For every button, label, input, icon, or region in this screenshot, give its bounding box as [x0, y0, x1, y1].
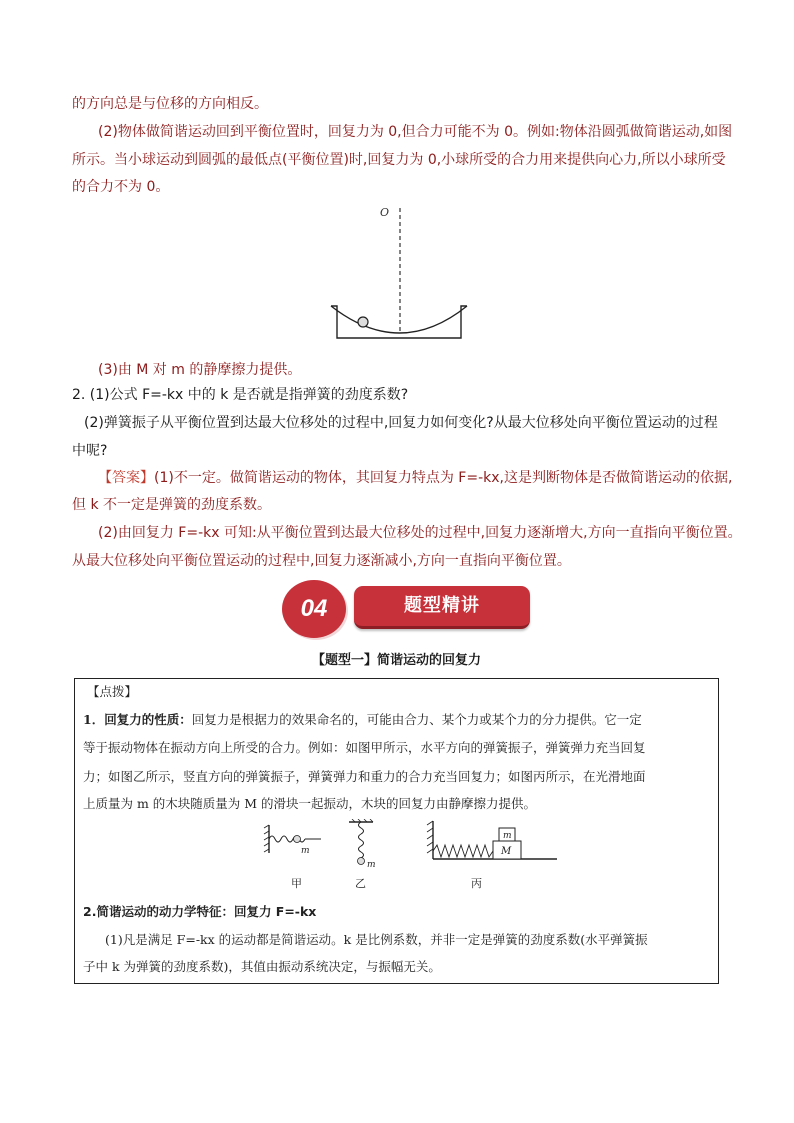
arc-figure	[325, 200, 475, 342]
type-heading: 【题型一】简谐运动的回复力	[312, 653, 482, 668]
figure-label-bing: 丙	[471, 877, 482, 890]
figure-bing	[427, 821, 557, 890]
point-o-label: O	[380, 206, 390, 219]
figure-label-yi: 乙	[355, 877, 366, 890]
question-line: (2)弹簧振子从平衡位置到达最大位移处的过程中,回复力如何变化?从最大位移处向平衡位置运动的过程	[84, 415, 718, 431]
tips-point-head: 1．回复力的性质：	[83, 712, 192, 727]
answer-tag: 【答案】	[98, 470, 154, 486]
answer-line: 从最大位移处向平衡位置运动的过程中,回复力逐渐减小,方向一直指向平衡位置。	[72, 553, 571, 569]
figure-label-jia: 甲	[291, 877, 302, 890]
tips-line: 子中 k 为弹簧的劲度系数)，其值由振动系统决定，与振幅无关。	[83, 959, 441, 974]
text-line: 的合力不为 0。	[72, 179, 170, 195]
question-line: 2. (1)公式 F=-kx 中的 k 是否就是指弹簧的劲度系数?	[72, 387, 409, 403]
spring-figures	[261, 819, 561, 897]
big-mass-label: M	[501, 846, 512, 857]
tips-line: 力；如图乙所示，竖直方向的弹簧振子，弹簧弹力和重力的合力充当回复力；如图丙所示，在光滑地面	[83, 769, 646, 784]
question-line: 中呢?	[72, 443, 108, 459]
tips-line: 上质量为 m 的木块随质量为 M 的滑块一起振动，木块的回复力由静摩擦力提供。	[83, 796, 537, 811]
text-line: (3)由 M 对 m 的静摩擦力提供。	[98, 362, 302, 378]
section-number-badge: 04	[282, 580, 346, 638]
mass-label: m	[301, 846, 310, 856]
text-line: 的方向总是与位移的方向相反。	[72, 96, 268, 112]
tips-text: 回复力是根据力的效果命名的，可能由合力、某个力或某个力的分力提供。它一定	[191, 712, 642, 727]
answer-line: (2)由回复力 F=-kx 可知:从平衡位置到达最大位移处的过程中,回复力逐渐增大,方向一直指向平衡位置。	[98, 525, 742, 541]
figure-jia	[264, 825, 321, 890]
text-line: 所示。当小球运动到圆弧的最低点(平衡位置)时,回复力为 0,小球所受的合力用来提供向心力,所以小球所受	[72, 152, 726, 168]
tips-point-head: 2.简谐运动的动力学特征：回复力 F=-kx	[83, 904, 317, 919]
tips-line: (1)凡是满足 F=-kx 的运动都是简谐运动。k 是比例系数，并非一定是弹簧的劲度系数(水平弹簧振	[105, 932, 648, 947]
text-line: (2)物体做简谐运动回到平衡位置时，回复力为 0,但合力可能不为 0。例如:物体沿圆弧做简谐运动,如图	[98, 124, 733, 140]
answer-text: (1)不一定。做简谐运动的物体，其回复力特点为 F=-kx,这是判断物体是否做简谐运动的依据,	[154, 470, 733, 486]
ball	[358, 317, 368, 327]
tips-line	[83, 711, 642, 729]
mass-label: m	[503, 831, 512, 841]
answer-line	[98, 468, 732, 488]
tips-box	[74, 678, 719, 984]
figure-yi	[349, 819, 376, 890]
section-title-banner: 题型精讲	[354, 586, 530, 629]
arc-curve	[331, 306, 467, 333]
mass-label: m	[367, 860, 376, 870]
tips-tag: 【点拨】	[87, 684, 138, 699]
answer-line: 但 k 不一定是弹簧的劲度系数。	[72, 497, 272, 513]
tips-line: 等于振动物体在振动方向上所受的合力。例如：如图甲所示，水平方向的弹簧振子，弹簧弹力充当回复	[83, 740, 646, 755]
